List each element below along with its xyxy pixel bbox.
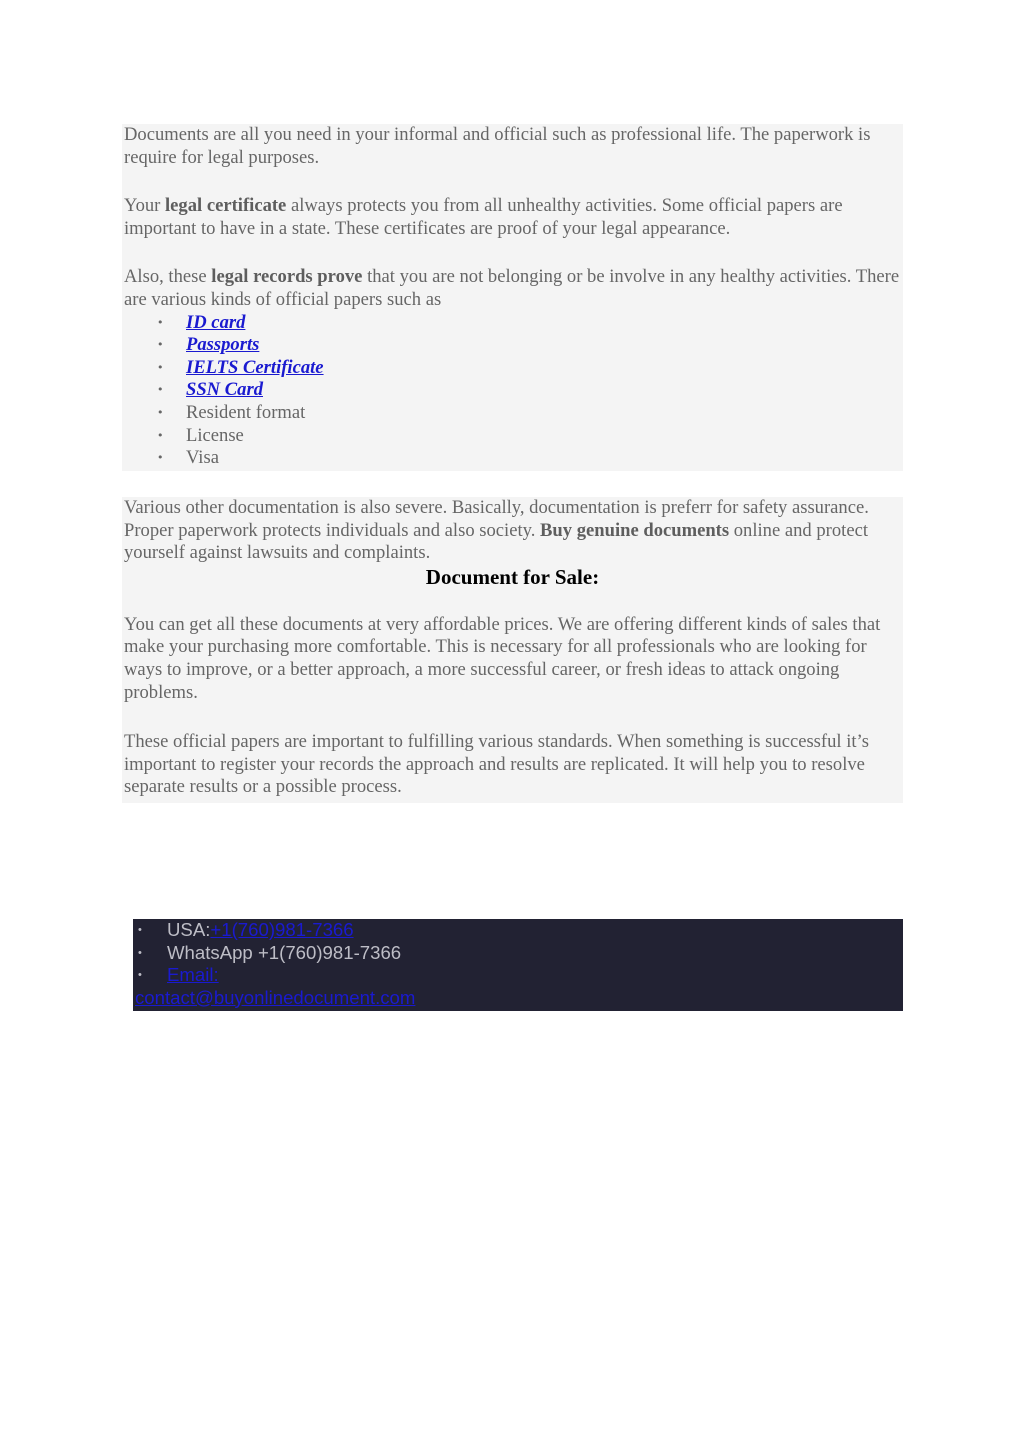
- list-item: [124, 334, 901, 357]
- sale-section: [122, 497, 903, 803]
- section2-paragraph-3: These official papers are important to fulfilling various standards. When something is successful it’s important to register your records the approach and results are replicated. It will help you to resolve separate results or a possible process.: [124, 731, 869, 798]
- list-item: [124, 357, 901, 380]
- contact-whatsapp: • WhatsApp +1(760)981-7366: [133, 942, 903, 965]
- buy-genuine-documents-bold: Buy genuine documents: [540, 519, 730, 541]
- email-address-line: [133, 987, 903, 1010]
- list-item: • License: [124, 425, 901, 448]
- intro-paragraph-2: Your legal certificate always protects you from all unhealthy activities. Some official papers are important to have in a state. These certificates are proof of your legal appearance.: [124, 195, 843, 239]
- section-heading: Document for Sale:: [425, 564, 600, 589]
- contact-usa: • USA:+1(760)981-7366: [133, 919, 903, 942]
- email-address-link[interactable]: contact@buyonlinedocument.com: [135, 986, 416, 1008]
- contact-list: [133, 919, 903, 987]
- usa-phone-link[interactable]: +1(760)981-7366: [210, 919, 354, 940]
- contact-email: [133, 964, 903, 987]
- legal-records-bold: legal records prove: [211, 266, 363, 288]
- intro-paragraph-3: Also, these legal records prove that you are not belonging or be involve in any healthy activities. There are various kinds of official papers such as: [124, 266, 900, 310]
- list-item: [124, 312, 901, 335]
- email-label-link[interactable]: Email:: [167, 964, 219, 986]
- intro-paragraph-1: Documents are all you need in your informal and official such as professional life. The paperwork is require for legal purposes.: [124, 124, 871, 168]
- id-card-link[interactable]: ID card: [186, 311, 246, 333]
- contact-box: [133, 919, 903, 1011]
- intro-section: [122, 124, 903, 471]
- list-item: • Resident format: [124, 402, 901, 425]
- ssn-card-link[interactable]: SSN Card: [186, 379, 263, 401]
- legal-certificate-bold: legal certificate: [165, 195, 287, 217]
- passports-link[interactable]: Passports: [186, 334, 260, 356]
- section2-paragraph-1: Various other documentation is also severe. Basically, documentation is preferr for safety assurance. Proper paperwork protects individuals and also society. Buy genuine documents online and protect yourself against lawsuits and complaints.: [124, 497, 869, 564]
- section2-paragraph-2: You can get all these documents at very affordable prices. We are offering different kinds of sales that make your purchasing more comfortable. This is necessary for all professionals who are looking for ways to improve, or a better approach, a more successful career, or fresh ideas to attack ongoing problems.: [124, 613, 881, 703]
- ielts-certificate-link[interactable]: IELTS Certificate: [186, 356, 324, 378]
- list-item: [124, 379, 901, 402]
- list-item: • Visa: [124, 447, 901, 470]
- document-list: [124, 312, 901, 470]
